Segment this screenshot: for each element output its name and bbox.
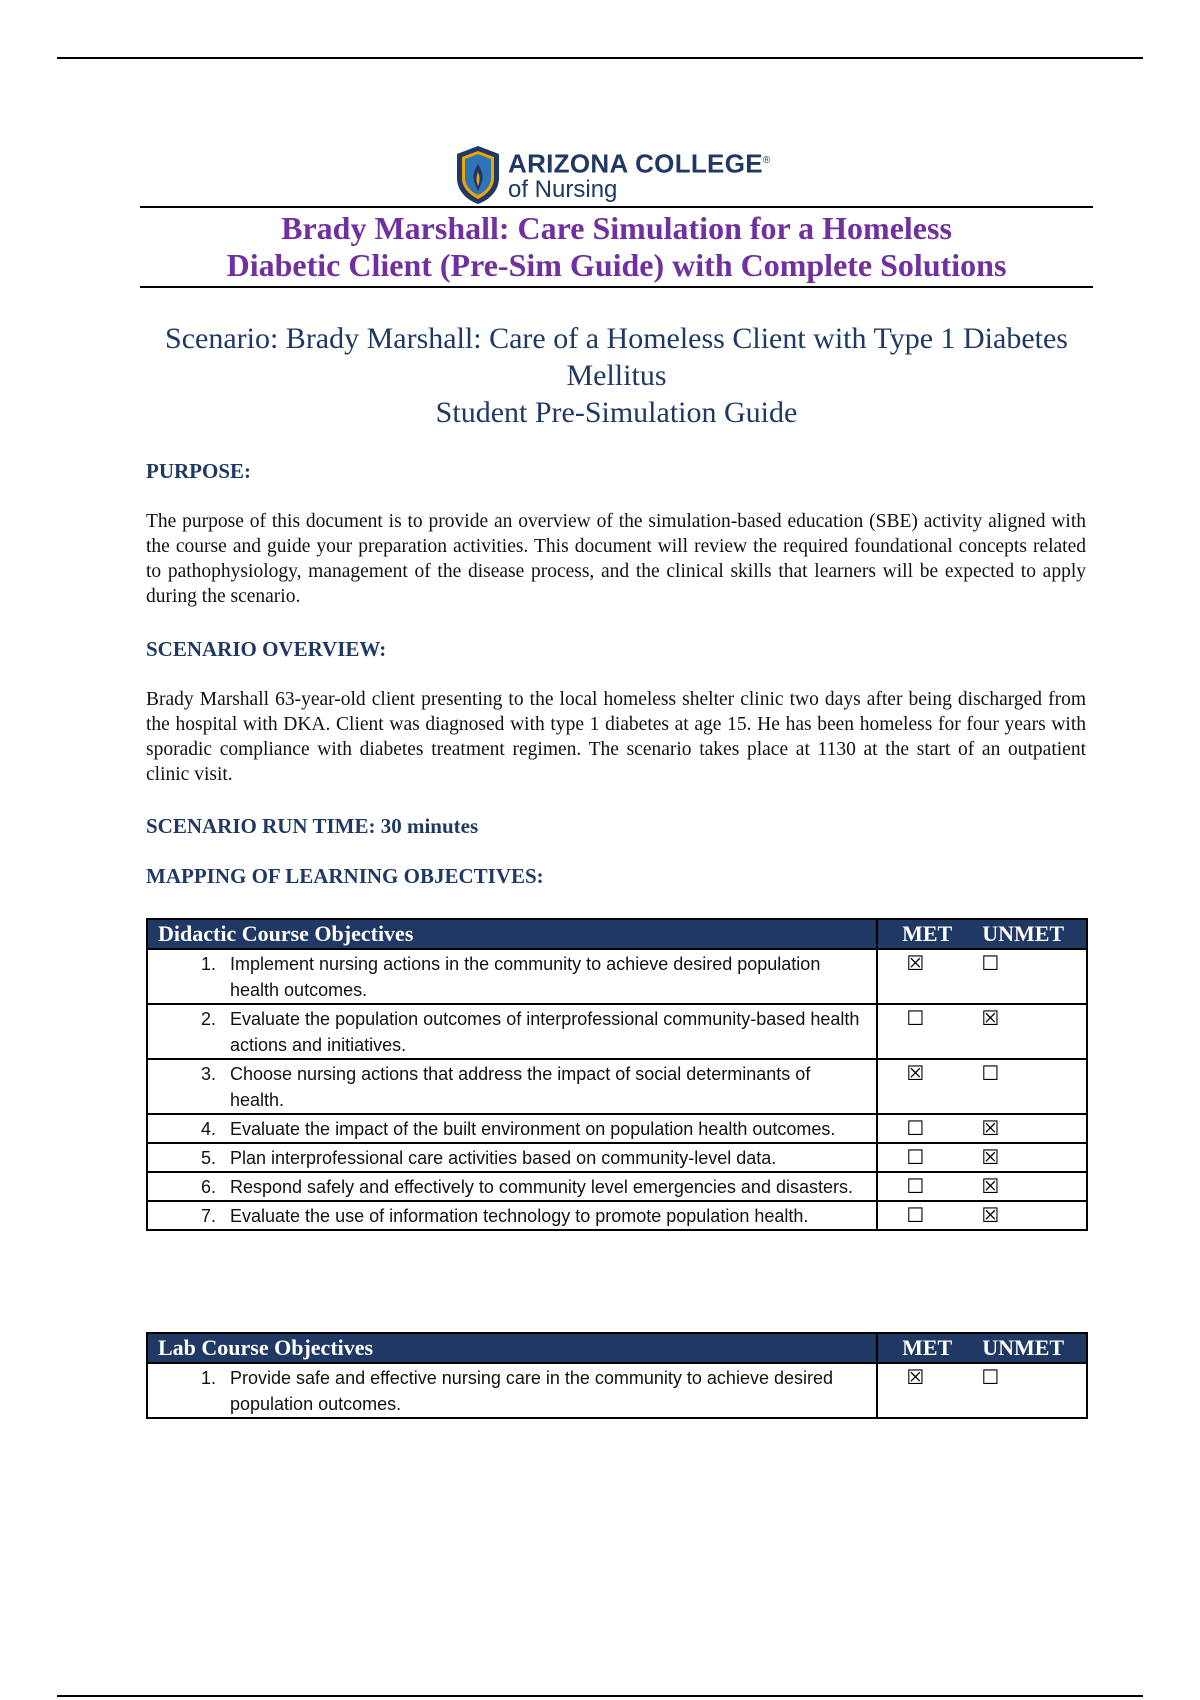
met-header: MET [902, 1335, 953, 1360]
lab-objectives-table [146, 1332, 1088, 1419]
met-checkbox-checked[interactable]: ☒ [906, 1061, 925, 1085]
overview-section [146, 687, 1086, 787]
met-checkbox-unchecked[interactable]: ☐ [906, 1203, 925, 1227]
objective-cell [147, 1363, 877, 1418]
unmet-header: UNMET [982, 1335, 1065, 1360]
objective-status-cell [877, 1059, 1087, 1114]
objective-cell [147, 949, 877, 1004]
objective-status-cell [877, 1004, 1087, 1059]
objective-text: Choose nursing actions that address the impact of social determinants of health. [230, 1064, 811, 1110]
met-checkbox-unchecked[interactable]: ☐ [906, 1006, 925, 1030]
logo-name-line2: of Nursing [508, 176, 618, 204]
objective-row [147, 1201, 1087, 1230]
objective-row [147, 1059, 1087, 1114]
objective-text: Evaluate the impact of the built environment on population health outcomes. [230, 1119, 836, 1139]
didactic-header: Didactic Course Objectives [147, 919, 877, 949]
unmet-checkbox-unchecked[interactable]: ☐ [981, 1365, 1000, 1389]
objective-cell [147, 1172, 877, 1201]
met-header: MET [902, 921, 953, 946]
objective-number: 6. [200, 1177, 216, 1197]
objective-number: 3. [200, 1064, 216, 1084]
met-checkbox-checked[interactable]: ☒ [906, 951, 925, 975]
objective-text: Plan interprofessional care activities based on community-level data. [230, 1148, 777, 1168]
document-title [140, 210, 1093, 284]
objective-text: Implement nursing actions in the community to achieve desired population health outcomes. [230, 954, 821, 1000]
top-rule [57, 57, 1143, 59]
objective-row [147, 1172, 1087, 1201]
document-title-line2: Diabetic Client (Pre-Sim Guide) with Complete Solutions [226, 247, 1007, 283]
scenario-title-line3: Student Pre-Simulation Guide [435, 396, 798, 429]
lab-status-header [877, 1333, 1087, 1363]
objective-text: Respond safely and effectively to community level emergencies and disasters. [230, 1177, 853, 1197]
overview-heading: SCENARIO OVERVIEW: [146, 637, 387, 661]
unmet-checkbox-unchecked[interactable]: ☐ [981, 951, 1000, 975]
objective-status-cell [877, 1114, 1087, 1143]
met-checkbox-unchecked[interactable]: ☐ [906, 1145, 925, 1169]
scenario-title [140, 320, 1093, 431]
lab-header: Lab Course Objectives [147, 1333, 877, 1363]
objective-row [147, 949, 1087, 1004]
overview-text: Brady Marshall 63-year-old client presenting to the local homeless shelter clinic two days after being discharged from the hospital with DKA. Client was diagnosed with type 1 diabetes at age 15. He has been homeless for four years with sporadic compliance with diabetes treatment regimen. The scenario takes place at 1130 at the start of an outpatient clinic visit. [146, 689, 1086, 785]
objective-text: Evaluate the population outcomes of interprofessional community-based health actions and initiatives. [230, 1009, 860, 1055]
bottom-rule [57, 1695, 1143, 1697]
unmet-checkbox-unchecked[interactable]: ☐ [981, 1061, 1000, 1085]
objective-status-cell [877, 1363, 1087, 1418]
objective-status-cell [877, 1143, 1087, 1172]
objective-row [147, 1004, 1087, 1059]
objective-row [147, 1143, 1087, 1172]
college-logo [454, 144, 771, 206]
scenario-title-line2: Mellitus [566, 359, 667, 392]
objective-number: 4. [200, 1119, 216, 1139]
objective-row [147, 1114, 1087, 1143]
objective-status-cell [877, 949, 1087, 1004]
objective-cell [147, 1143, 877, 1172]
didactic-objectives-table [146, 918, 1088, 1231]
purpose-heading: PURPOSE: [146, 459, 251, 483]
unmet-checkbox-checked[interactable]: ☒ [981, 1174, 1000, 1198]
purpose-section [146, 509, 1086, 609]
scenario-title-line1: Scenario: Brady Marshall: Care of a Homeless Client with Type 1 Diabetes [165, 322, 1068, 355]
objective-cell [147, 1201, 877, 1230]
document-title-box [140, 206, 1093, 288]
objective-cell [147, 1004, 877, 1059]
run-time-heading: SCENARIO RUN TIME: 30 minutes [146, 814, 479, 838]
mapping-heading: MAPPING OF LEARNING OBJECTIVES: [146, 864, 544, 888]
objective-row [147, 1363, 1087, 1418]
objective-text: Provide safe and effective nursing care in the community to achieve desired population outcomes. [230, 1368, 833, 1414]
objective-text: Evaluate the use of information technology to promote population health. [230, 1206, 809, 1226]
objective-number: 1. [200, 1368, 216, 1388]
unmet-checkbox-checked[interactable]: ☒ [981, 1203, 1000, 1227]
unmet-checkbox-checked[interactable]: ☒ [981, 1006, 1000, 1030]
objective-status-cell [877, 1172, 1087, 1201]
met-checkbox-checked[interactable]: ☒ [906, 1365, 925, 1389]
objective-number: 2. [200, 1009, 216, 1029]
objective-number: 5. [200, 1148, 216, 1168]
document-title-line1: Brady Marshall: Care Simulation for a Homeless [281, 210, 952, 246]
objective-cell [147, 1114, 877, 1143]
objective-number: 1. [200, 954, 216, 974]
shield-flame-icon [454, 144, 502, 206]
purpose-text: The purpose of this document is to provide an overview of the simulation-based education (SBE) activity aligned with the course and guide your preparation activities. This document will review the required foundational concepts related to pathophysiology, management of the disease process, and the clinical skills that learners will be expected to apply during the scenario. [146, 511, 1086, 607]
logo-name-line1: ARIZONA COLLEGE® [508, 148, 771, 179]
objective-cell [147, 1059, 877, 1114]
met-checkbox-unchecked[interactable]: ☐ [906, 1116, 925, 1140]
objective-number: 7. [200, 1206, 216, 1226]
objective-status-cell [877, 1201, 1087, 1230]
unmet-header: UNMET [982, 921, 1065, 946]
met-checkbox-unchecked[interactable]: ☐ [906, 1174, 925, 1198]
didactic-status-header [877, 919, 1087, 949]
unmet-checkbox-checked[interactable]: ☒ [981, 1145, 1000, 1169]
unmet-checkbox-checked[interactable]: ☒ [981, 1116, 1000, 1140]
